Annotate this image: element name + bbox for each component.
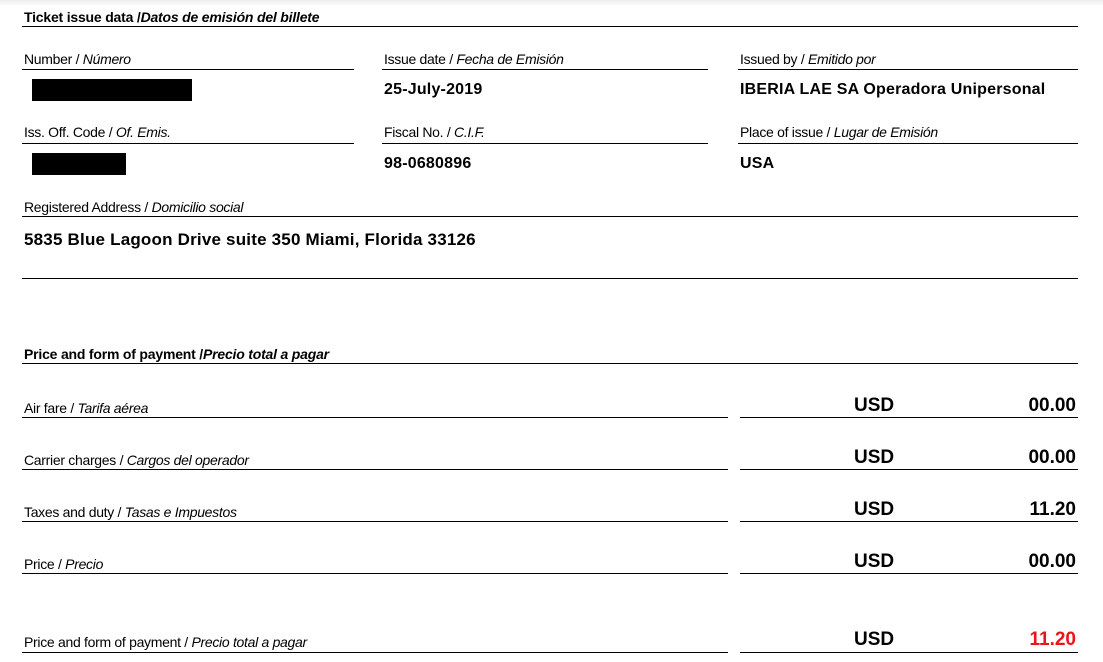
total-currency: USD <box>854 629 895 650</box>
total-rule <box>22 652 728 653</box>
issued-by-value: IBERIA LAE SA Operadora Unipersonal <box>740 81 1046 98</box>
taxes-currency: USD <box>854 499 895 520</box>
office-code-redacted <box>32 153 126 175</box>
address-label: Registered Address / Domicilio social <box>24 199 244 215</box>
ticket-issue-title: Ticket issue data /Datos de emisión del billete <box>24 9 320 25</box>
place-of-issue-value: USA <box>740 155 775 172</box>
payment-section-rule <box>22 363 1078 364</box>
price-label: Price / Precio <box>24 556 104 572</box>
total-amount: 11.20 <box>1029 629 1076 650</box>
price-currency: USD <box>854 551 895 572</box>
section-rule <box>22 26 1078 27</box>
air-fare-rule <box>22 417 728 418</box>
address-rule <box>22 216 1078 217</box>
air-fare-amount: 00.00 <box>1028 395 1076 416</box>
price-amount: 00.00 <box>1028 551 1076 572</box>
air-fare-currency: USD <box>854 395 895 416</box>
carrier-charges-label: Carrier charges / Cargos del operador <box>24 452 249 468</box>
place-of-issue-rule <box>738 143 1078 144</box>
total-amount-rule <box>740 652 1078 653</box>
place-of-issue-label: Place of issue / Lugar de Emisión <box>740 124 938 140</box>
number-label: Number / Número <box>24 51 131 67</box>
taxes-label: Taxes and duty / Tasas e Impuestos <box>24 504 237 520</box>
payment-title: Price and form of payment /Precio total a pagar <box>24 346 329 362</box>
total-label: Price and form of payment / Precio total a pagar <box>24 634 307 650</box>
air-fare-label: Air fare / Tarifa aérea <box>24 400 149 416</box>
carrier-charges-amount: 00.00 <box>1028 447 1076 468</box>
fiscal-no-value: 98-0680896 <box>384 155 472 172</box>
taxes-amount-rule <box>740 521 1078 522</box>
carrier-charges-amount-rule <box>740 469 1078 470</box>
top-shadow <box>0 0 1103 6</box>
carrier-charges-currency: USD <box>854 447 895 468</box>
fiscal-no-label: Fiscal No. / C.I.F. <box>384 124 485 140</box>
air-fare-amount-rule <box>740 417 1078 418</box>
taxes-rule <box>22 521 728 522</box>
carrier-charges-rule <box>22 469 728 470</box>
office-code-label: Iss. Off. Code / Of. Emis. <box>24 124 171 140</box>
office-code-rule <box>22 143 354 144</box>
price-amount-rule <box>740 573 1078 574</box>
taxes-amount: 11.20 <box>1029 499 1076 520</box>
issue-date-value: 25-July-2019 <box>384 81 483 98</box>
number-rule <box>22 69 354 70</box>
number-redacted <box>32 79 192 101</box>
issued-by-label: Issued by / Emitido por <box>740 51 876 67</box>
address-bottom-rule <box>22 278 1078 279</box>
issued-by-rule <box>738 69 1078 70</box>
fiscal-no-rule <box>382 143 708 144</box>
issue-date-rule <box>382 69 708 70</box>
address-value: 5835 Blue Lagoon Drive suite 350 Miami, Florida 33126 <box>24 230 476 249</box>
price-rule <box>22 573 728 574</box>
issue-date-label: Issue date / Fecha de Emisión <box>384 51 564 67</box>
